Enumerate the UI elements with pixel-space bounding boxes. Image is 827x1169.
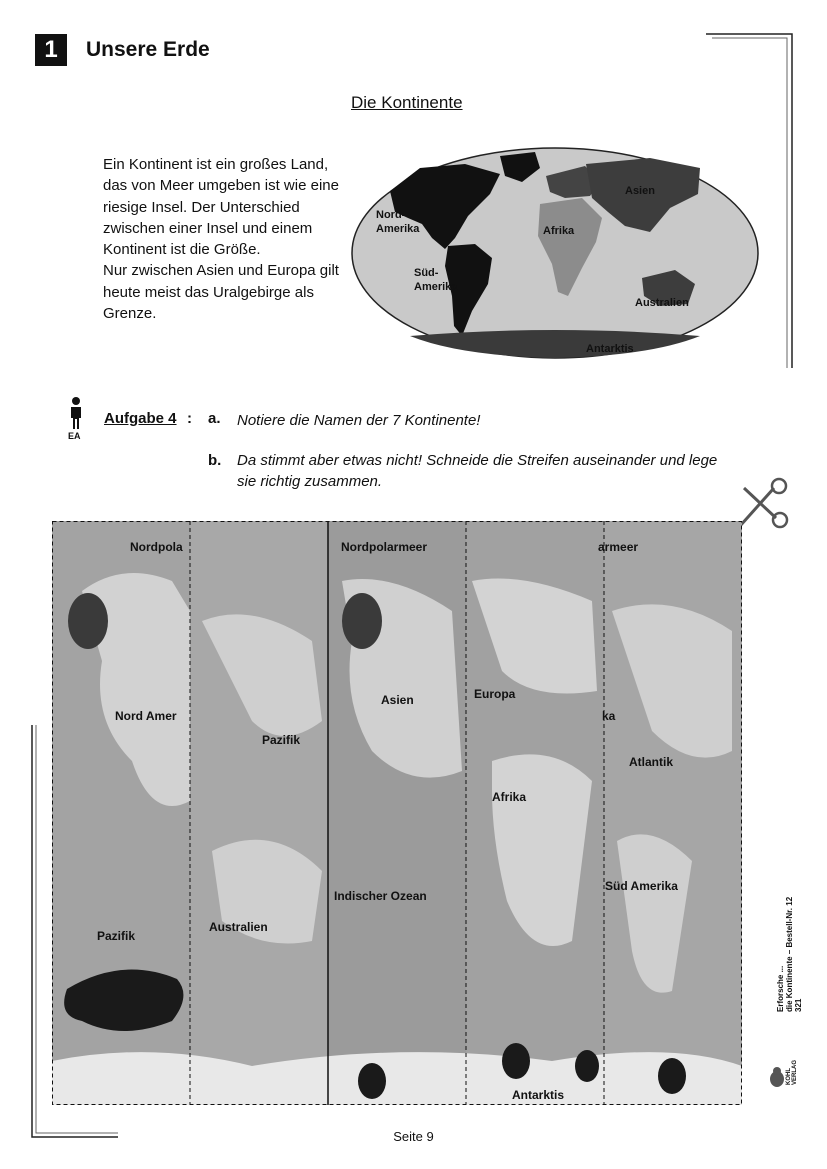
strip-label-europa: Europa <box>474 687 516 701</box>
task-label: Aufgabe 4 <box>104 410 177 427</box>
intro-text <box>103 154 348 324</box>
strip-label-sued-amerika: Süd Amerika <box>605 879 678 893</box>
side-info-line-2: die Kontinente – Bestell-Nr. 12 321 <box>785 896 803 1012</box>
strip-label-afrika: Afrika <box>492 790 527 804</box>
strip-label-indischer-ozean: Indischer Ozean <box>334 889 427 903</box>
task-a-letter: a. <box>208 410 221 427</box>
world-map <box>350 146 760 360</box>
bear-shape <box>342 593 382 649</box>
task-b-text: Da stimmt aber etwas nicht! Schneide die Streifen auseinander und lege sie richtig zusammen. <box>237 452 718 490</box>
penguin-shape <box>502 1043 530 1079</box>
antarctica-shape <box>410 330 700 358</box>
strip-label-pazifik-left: Pazifik <box>97 929 136 943</box>
student-icon <box>68 396 84 430</box>
task-colon: : <box>187 410 192 427</box>
ea-badge: EA <box>68 431 81 441</box>
map-label-nord: Nord- <box>376 209 406 221</box>
side-info <box>776 882 803 1012</box>
strip-label-antarktis: Antarktis <box>512 1088 565 1102</box>
publisher-logo: KOHL VERLAG <box>786 1059 798 1085</box>
strip-label-armeer: armeer <box>598 540 639 554</box>
map-label-amerika: Amerika <box>376 223 420 235</box>
penguin-shape <box>658 1058 686 1094</box>
map-label-afrika: Afrika <box>543 225 575 237</box>
strip-label-nord-amer: Nord Amer <box>115 709 177 723</box>
strip-label-pazifik-mid: Pazifik <box>262 733 301 747</box>
ice-bottom <box>52 1052 742 1105</box>
penguin-shape <box>575 1050 599 1082</box>
strip-label-asien: Asien <box>381 693 414 707</box>
strip-label-ka: ka <box>602 709 616 723</box>
chapter-number-badge: 1 <box>35 34 67 66</box>
task-b-letter: b. <box>208 452 222 469</box>
intro-paragraph-1: Ein Kontinent ist ein großes Land, das von Meer umgeben ist wie eine riesige Insel. Der Unterschied zwischen einer Insel und einem Kontinent ist die Größe. <box>103 156 339 259</box>
map-label-australien: Australien <box>635 297 689 309</box>
chapter-title: Unsere Erde <box>86 38 210 61</box>
side-info-line-1: Erforsche ... <box>776 965 785 1012</box>
map-label-sued-amerika: Amerika <box>414 281 458 293</box>
page-number: Seite 9 <box>393 1129 434 1144</box>
intro-paragraph-2: Nur zwischen Asien und Europa gilt heute meist das Uralgebirge als Grenze. <box>103 262 339 323</box>
penguin-shape <box>358 1063 386 1099</box>
cut-out-strips <box>52 521 742 1105</box>
task-a-text: Notiere die Namen der 7 Kontinente! <box>237 412 481 429</box>
publisher-mascot-icon <box>768 1066 786 1088</box>
section-title: Die Kontinente <box>351 93 463 112</box>
map-label-sued: Süd- <box>414 267 439 279</box>
bear-shape <box>68 593 108 649</box>
strip-label-atlantik: Atlantik <box>629 755 674 769</box>
map-label-asien: Asien <box>625 185 655 197</box>
strip-label-australien: Australien <box>209 920 268 934</box>
strip-label-nordpolarmeer: Nordpolarmeer <box>341 540 428 554</box>
map-label-antarktis: Antarktis <box>586 343 634 355</box>
strip-label-nordpola: Nordpola <box>130 540 183 554</box>
scissors-icon <box>734 474 792 532</box>
